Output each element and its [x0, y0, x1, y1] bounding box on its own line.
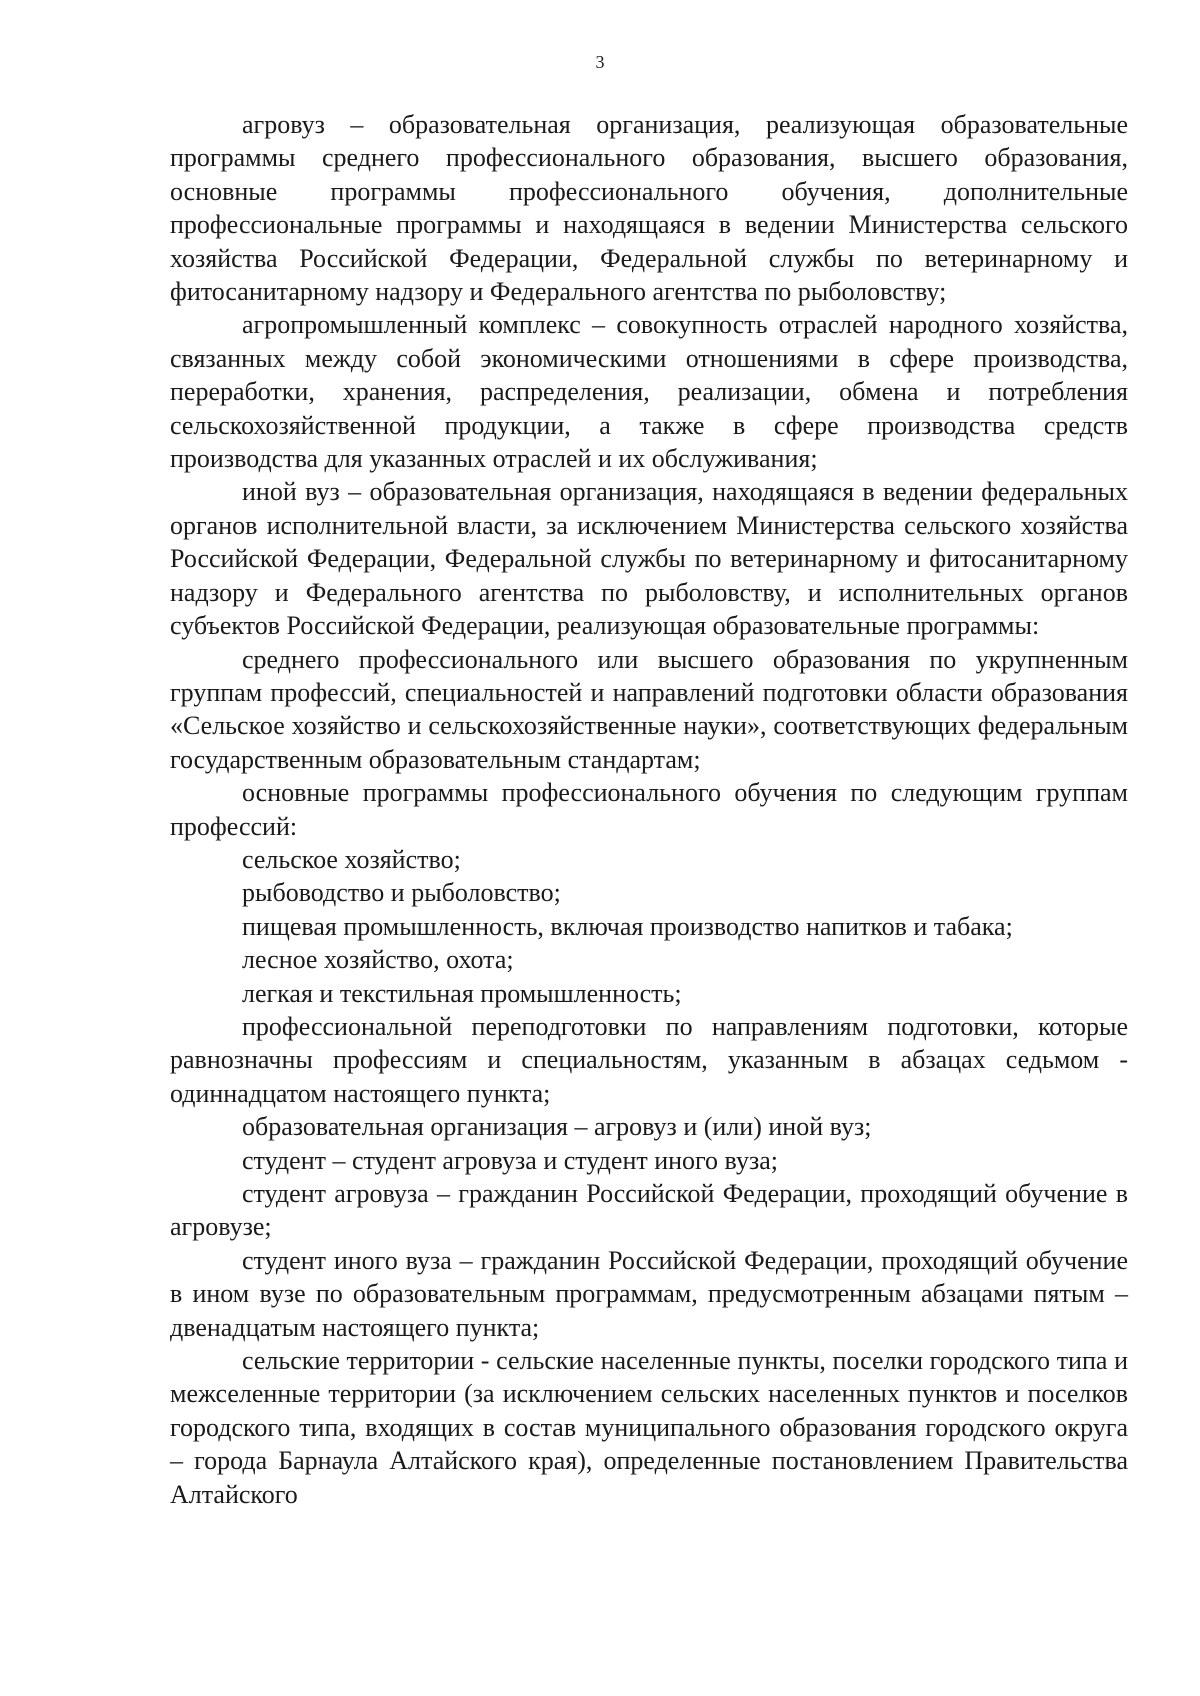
list-item-food-industry: пищевая промышленность, включая производство напитков и табака; — [242, 911, 1013, 941]
list-item-agriculture: сельское хозяйство; — [242, 844, 461, 874]
list-item-forestry: лесное хозяйство, охота; — [242, 945, 514, 975]
list-item-light-textile-industry: легкая и текстильная промышленность; — [242, 978, 682, 1008]
paragraph-rural-territories-definition: сельские территории - сельские населенные пункты, поселки городского типа и межселенные территории (за исключением сельских населенных пунктов и поселков городского типа, входящих в состав муниципального образования городского округа – города Барнаула Алтайского края), определенные постановлением Правительства Алтайского — [170, 1346, 1128, 1509]
paragraph-professional-retraining: профессиональной переподготовки по направлениям подготовки, которые равнозначны профессиям и специальностям, указанным в абзацах седьмом - одиннадцатом настоящего пункта; — [170, 1011, 1128, 1108]
paragraph-student-definition: студент – студент агровуза и студент иного вуза; — [242, 1145, 778, 1175]
list-item-fisheries: рыбоводство и рыболовство; — [242, 878, 561, 908]
paragraph-vocational-training-groups: основные программы профессионального обучения по следующим группам профессий: — [170, 778, 1128, 841]
paragraph-agrovuz-student-definition: студент агровуза – гражданин Российской Федерации, проходящий обучение в агровузе; — [170, 1179, 1128, 1242]
paragraph-agrovuz-definition: агровуз – образовательная организация, реализующая образовательные программы среднего профессионального образования, высшего образования, основные программы профессионального обучения, дополнительные профессиональные программы и находящаяся в ведении Министерства сельского хозяйства Российской Федерации, Федеральной службы по ветеринарному и фитосанитарному надзору и Федерального агентства по рыболовству; — [170, 110, 1128, 307]
paragraph-educational-organization-definition: образовательная организация – агровуз и (или) иной вуз; — [242, 1112, 872, 1142]
paragraph-other-university-definition: иной вуз – образовательная организация, находящаяся в ведении федеральных органов исполнительной власти, за исключением Министерства сельского хозяйства Российской Федерации, Федеральной службы по ветеринарному и фитосанитарному надзору и Федерального агентства по рыболовству, и исполнительных органов субъектов Российской Федерации, реализующая образовательные программы: — [170, 477, 1128, 641]
paragraph-secondary-higher-education: среднего профессионального или высшего образования по укрупненным группам профессий, специальностей и направлений подготовки области образования «Сельское хозяйство и сельскохозяйственные науки», соответствующих федеральным государственным образовательным стандартам; — [170, 644, 1128, 774]
paragraph-agroindustrial-complex-definition: агропромышленный комплекс – совокупность отраслей народного хозяйства, связанных между собой экономическими отношениями в сфере производства, переработки, хранения, распределения, реализации, обмена и потребления сельскохозяйственной продукции, а также в сфере производства средств производства для указанных отраслей и их обслуживания; — [170, 310, 1128, 474]
paragraph-other-university-student-definition: студент иного вуза – гражданин Российской Федерации, проходящий обучение в ином вузе по образовательным программам, предусмотренным абзацами пятым – двенадцатым настоящего пункта; — [170, 1245, 1128, 1342]
document-body — [170, 108, 1128, 1511]
page-number: 3 — [595, 52, 605, 72]
